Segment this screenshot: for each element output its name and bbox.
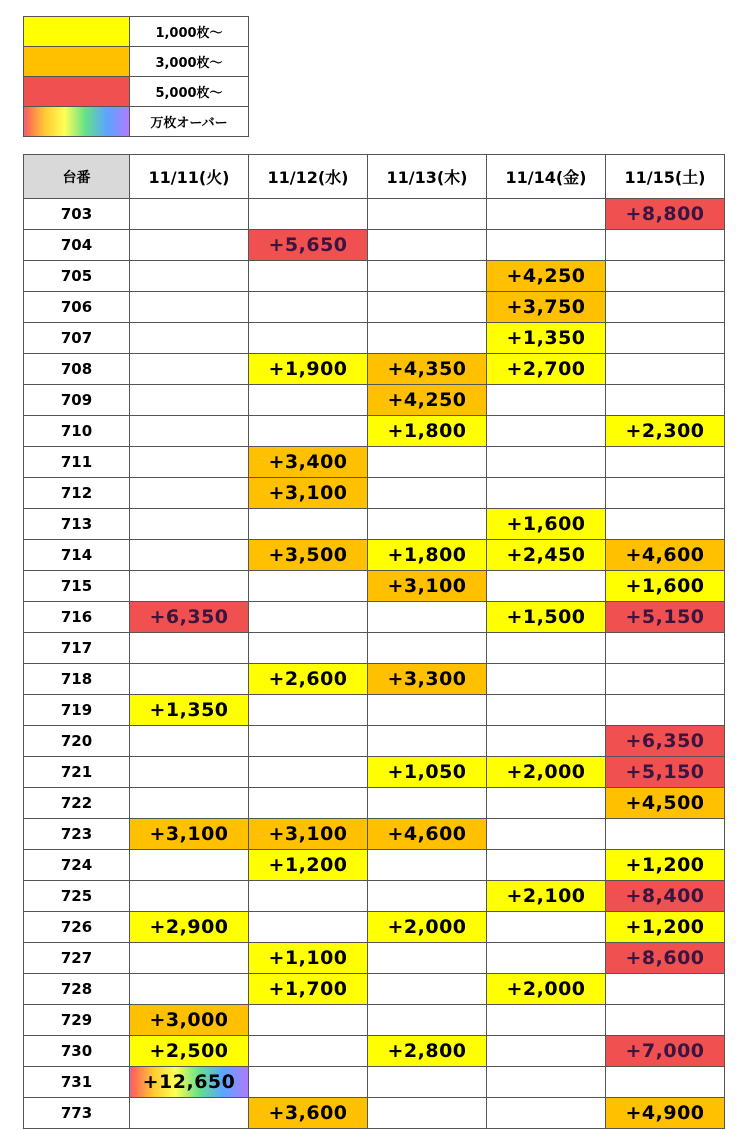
payout-cell [368,1067,487,1098]
payout-cell [249,385,368,416]
payout-cell [249,633,368,664]
machine-number: 707 [24,323,130,354]
machine-number: 716 [24,602,130,633]
legend-swatch-red [24,77,130,107]
payout-cell: +1,200 [606,912,725,943]
payout-cell [249,912,368,943]
table-row [24,230,725,261]
payout-cell [487,819,606,850]
payout-cell [606,633,725,664]
payout-cell [368,788,487,819]
payout-cell [606,230,725,261]
table-row [24,199,725,230]
payout-cell [249,602,368,633]
table-row [24,385,725,416]
payout-cell [487,1098,606,1129]
payout-cell: +2,100 [487,881,606,912]
payout-cell [130,633,249,664]
payout-cell [249,509,368,540]
machine-number: 722 [24,788,130,819]
payout-cell [130,850,249,881]
machine-number: 724 [24,850,130,881]
payout-cell: +4,600 [606,540,725,571]
payout-cell [606,1067,725,1098]
table-row [24,850,725,881]
payout-cell [368,943,487,974]
payout-cell [487,416,606,447]
payout-cell: +4,250 [487,261,606,292]
table-row [24,571,725,602]
payout-cell: +3,100 [249,819,368,850]
date-column-header: 11/14(金) [487,155,606,199]
machine-number: 773 [24,1098,130,1129]
table-row [24,757,725,788]
payout-cell: +6,350 [606,726,725,757]
payout-cell: +2,500 [130,1036,249,1067]
payout-cell: +1,500 [487,602,606,633]
payout-cell [130,788,249,819]
machine-number: 730 [24,1036,130,1067]
payout-cell: +5,150 [606,757,725,788]
payout-cell: +6,350 [130,602,249,633]
payout-cell [487,664,606,695]
payout-cell [130,478,249,509]
payout-cell [130,385,249,416]
payout-cell: +1,600 [606,571,725,602]
payout-cell [606,447,725,478]
machine-number: 729 [24,1005,130,1036]
payout-cell: +8,400 [606,881,725,912]
table-row [24,447,725,478]
table-row [24,416,725,447]
payout-cell [249,261,368,292]
payout-cell [130,416,249,447]
payout-cell [249,881,368,912]
payout-cell [606,261,725,292]
payout-cell [487,943,606,974]
payout-cell: +4,500 [606,788,725,819]
payout-cell [487,788,606,819]
payout-cell [487,850,606,881]
payout-cell: +2,000 [487,757,606,788]
payout-cell [487,1005,606,1036]
payout-cell [368,633,487,664]
payout-cell [368,602,487,633]
payout-cell: +2,800 [368,1036,487,1067]
table-row [24,478,725,509]
payout-cell: +3,100 [130,819,249,850]
date-column-header: 11/11(火) [130,155,249,199]
payout-cell: +2,000 [368,912,487,943]
payout-cell [606,819,725,850]
date-column-header: 11/13(木) [368,155,487,199]
payout-cell [130,230,249,261]
legend-swatch-rainbow [24,107,130,137]
table-row [24,509,725,540]
legend-row [24,77,249,107]
color-legend [23,16,249,137]
payout-cell: +1,100 [249,943,368,974]
payout-cell [368,230,487,261]
payout-cell: +1,600 [487,509,606,540]
payout-cell [368,1098,487,1129]
table-row [24,261,725,292]
legend-label: 1,000枚〜 [130,17,249,47]
table-row [24,881,725,912]
payout-cell [130,571,249,602]
machine-number: 714 [24,540,130,571]
payout-cell [487,385,606,416]
payout-cell: +2,300 [606,416,725,447]
payout-cell [606,323,725,354]
payout-cell [130,509,249,540]
payout-cell [487,912,606,943]
payout-cell [249,726,368,757]
legend-swatch-yellow [24,17,130,47]
table-row [24,912,725,943]
payout-cell [487,571,606,602]
payout-table [23,154,725,1129]
payout-cell: +3,400 [249,447,368,478]
payout-cell: +2,450 [487,540,606,571]
payout-cell [130,757,249,788]
table-row [24,664,725,695]
machine-number: 713 [24,509,130,540]
payout-cell [249,571,368,602]
machine-number: 728 [24,974,130,1005]
payout-cell [249,199,368,230]
machine-number: 715 [24,571,130,602]
machine-number: 727 [24,943,130,974]
payout-cell [130,943,249,974]
payout-cell [249,1067,368,1098]
payout-cell: +2,600 [249,664,368,695]
machine-number: 711 [24,447,130,478]
table-row [24,1036,725,1067]
payout-cell: +2,900 [130,912,249,943]
payout-cell [368,292,487,323]
payout-cell: +4,600 [368,819,487,850]
table-row [24,788,725,819]
payout-cell: +3,500 [249,540,368,571]
payout-cell [368,974,487,1005]
payout-cell [130,447,249,478]
machine-number: 705 [24,261,130,292]
payout-cell [368,1005,487,1036]
machine-number: 726 [24,912,130,943]
payout-cell: +2,700 [487,354,606,385]
payout-cell: +4,350 [368,354,487,385]
payout-cell: +8,600 [606,943,725,974]
payout-cell: +12,650 [130,1067,249,1098]
table-row [24,292,725,323]
legend-label: 5,000枚〜 [130,77,249,107]
payout-cell: +1,200 [249,850,368,881]
payout-cell: +3,600 [249,1098,368,1129]
payout-cell: +1,800 [368,540,487,571]
machine-number: 709 [24,385,130,416]
payout-cell [606,664,725,695]
payout-cell [606,509,725,540]
payout-cell [130,354,249,385]
payout-cell [249,757,368,788]
payout-cell: +1,050 [368,757,487,788]
payout-cell [368,261,487,292]
payout-cell [249,695,368,726]
machine-number: 704 [24,230,130,261]
header-row [24,155,725,199]
payout-cell: +1,700 [249,974,368,1005]
payout-cell [368,199,487,230]
payout-cell [368,447,487,478]
machine-number: 718 [24,664,130,695]
payout-cell [368,478,487,509]
table-row [24,695,725,726]
legend-row [24,107,249,137]
table-row [24,602,725,633]
machine-number: 708 [24,354,130,385]
machine-number: 723 [24,819,130,850]
payout-cell [487,1067,606,1098]
table-row [24,974,725,1005]
payout-cell [606,385,725,416]
payout-cell [130,726,249,757]
payout-cell [130,540,249,571]
payout-cell [487,633,606,664]
table-row [24,1098,725,1129]
payout-cell [130,664,249,695]
table-row [24,633,725,664]
payout-cell [249,1005,368,1036]
payout-cell: +3,100 [249,478,368,509]
payout-cell [368,850,487,881]
payout-cell: +7,000 [606,1036,725,1067]
payout-cell [606,478,725,509]
machine-number: 712 [24,478,130,509]
table-row [24,323,725,354]
legend-row [24,47,249,77]
machine-number: 721 [24,757,130,788]
payout-cell [130,881,249,912]
machine-number: 703 [24,199,130,230]
payout-cell [606,292,725,323]
machine-number: 710 [24,416,130,447]
payout-cell: +2,000 [487,974,606,1005]
legend-label: 万枚オーバー [130,107,249,137]
payout-cell [249,416,368,447]
payout-cell [368,726,487,757]
machine-number: 706 [24,292,130,323]
table-row [24,819,725,850]
payout-cell: +3,100 [368,571,487,602]
date-column-header: 11/12(水) [249,155,368,199]
payout-cell: +4,900 [606,1098,725,1129]
table-row [24,1067,725,1098]
payout-cell [130,199,249,230]
payout-cell: +5,150 [606,602,725,633]
legend-label: 3,000枚〜 [130,47,249,77]
payout-cell: +5,650 [249,230,368,261]
payout-cell [130,323,249,354]
payout-cell: +4,250 [368,385,487,416]
machine-number: 731 [24,1067,130,1098]
payout-cell: +8,800 [606,199,725,230]
payout-cell [368,509,487,540]
payout-cell [368,695,487,726]
machine-number: 725 [24,881,130,912]
payout-cell [368,323,487,354]
payout-cell [249,1036,368,1067]
payout-cell: +3,000 [130,1005,249,1036]
legend-swatch-orange [24,47,130,77]
payout-cell [606,1005,725,1036]
payout-cell: +1,350 [130,695,249,726]
machine-number: 720 [24,726,130,757]
machine-number: 717 [24,633,130,664]
payout-cell [249,292,368,323]
date-column-header: 11/15(土) [606,155,725,199]
payout-cell [606,695,725,726]
payout-cell: +1,800 [368,416,487,447]
machine-column-header: 台番 [24,155,130,199]
payout-cell [487,478,606,509]
payout-cell [487,726,606,757]
payout-cell [606,974,725,1005]
payout-cell: +1,900 [249,354,368,385]
table-row [24,726,725,757]
payout-cell: +1,350 [487,323,606,354]
payout-cell [130,974,249,1005]
machine-number: 719 [24,695,130,726]
legend-row [24,17,249,47]
payout-cell [368,881,487,912]
payout-cell [606,354,725,385]
table-row [24,354,725,385]
table-row [24,943,725,974]
payout-cell [487,447,606,478]
payout-cell [130,261,249,292]
payout-cell: +1,200 [606,850,725,881]
payout-cell [249,323,368,354]
table-row [24,540,725,571]
payout-cell: +3,300 [368,664,487,695]
payout-cell [487,1036,606,1067]
payout-cell: +3,750 [487,292,606,323]
payout-cell [130,1098,249,1129]
payout-cell [487,695,606,726]
payout-cell [487,230,606,261]
table-row [24,1005,725,1036]
payout-cell [130,292,249,323]
payout-cell [249,788,368,819]
payout-cell [487,199,606,230]
